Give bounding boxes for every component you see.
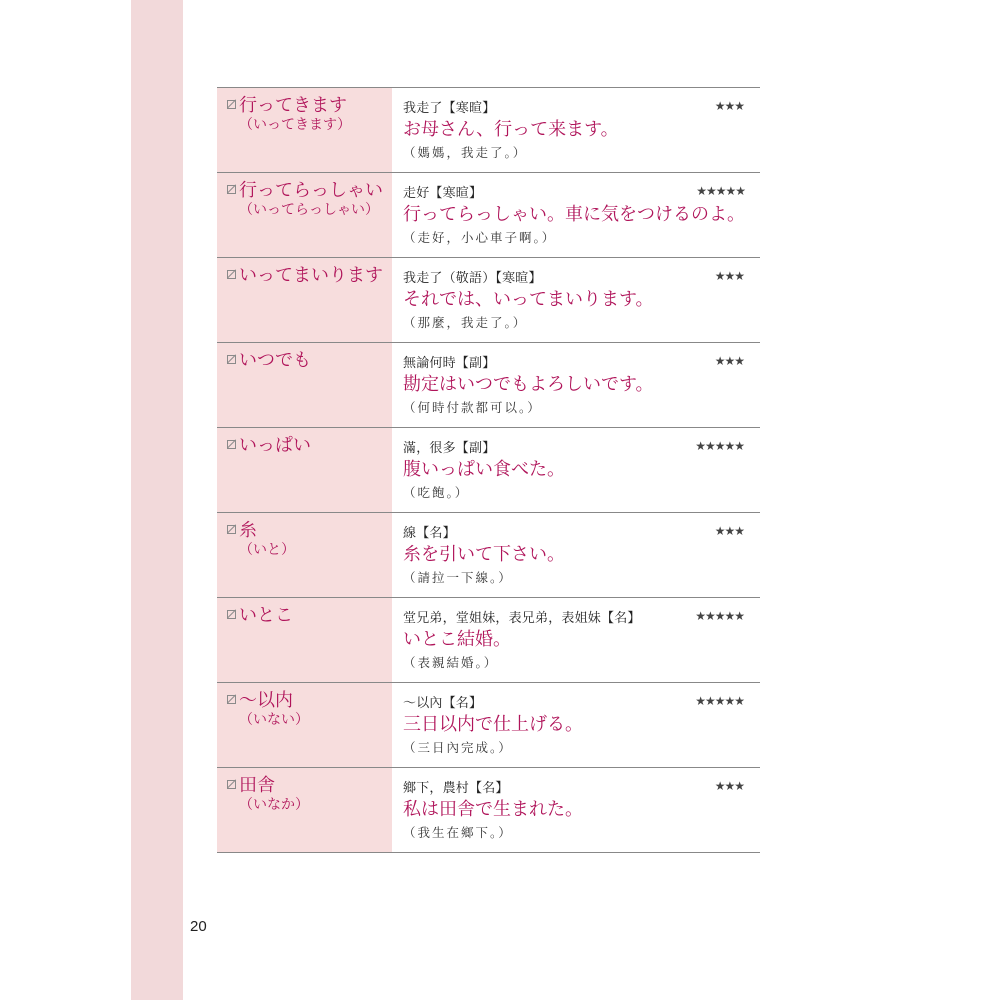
star-rating: ★★★ (714, 779, 744, 793)
vocab-word: いつでも (239, 350, 311, 371)
vocab-meaning: 鄉下，農村【名】 (403, 780, 509, 796)
example-translation: （走好，小心車子啊。） (403, 230, 557, 245)
example-translation: （媽媽，我走了。） (403, 145, 528, 160)
table-row (217, 768, 760, 853)
vocab-meaning: 堂兄弟，堂姐妹，表兄弟，表姐妹【名】 (403, 610, 641, 626)
meaning-line (403, 607, 744, 625)
checkbox-icon[interactable] (227, 100, 236, 109)
word-line (227, 776, 392, 796)
detail-cell (392, 513, 760, 597)
vocab-word: いとこ (239, 605, 293, 626)
vocab-word: 行ってらっしゃい (239, 180, 383, 201)
example-sentence: 糸を引いて下さい。 (403, 544, 565, 565)
table-row (217, 428, 760, 513)
vocab-meaning: 滿，很多【副】 (403, 440, 496, 456)
star-rating: ★★★ (714, 524, 744, 538)
vocab-reading: （いってきます） (239, 117, 351, 133)
meaning-line (403, 97, 744, 115)
word-cell (217, 88, 392, 172)
meaning-line (403, 522, 744, 540)
word-cell (217, 513, 392, 597)
checkbox-icon[interactable] (227, 185, 236, 194)
detail-cell (392, 428, 760, 512)
word-line (227, 436, 392, 456)
vocab-word: いっぱい (239, 435, 311, 456)
example-sentence: それでは、いってまいります。 (403, 289, 654, 310)
detail-cell (392, 88, 760, 172)
word-line (227, 691, 392, 711)
checkbox-icon[interactable] (227, 525, 236, 534)
vocab-meaning: 我走了【寒暄】 (403, 100, 496, 116)
detail-cell (392, 258, 760, 342)
word-cell (217, 428, 392, 512)
vocab-word: 〜以内 (239, 690, 293, 711)
checkbox-icon[interactable] (227, 610, 236, 619)
word-cell (217, 258, 392, 342)
meaning-line (403, 437, 744, 455)
vocab-meaning: 走好【寒暄】 (403, 185, 483, 201)
checkbox-icon[interactable] (227, 440, 236, 449)
page-number: 20 (190, 918, 207, 935)
star-rating: ★★★ (714, 269, 744, 283)
table-row (217, 343, 760, 428)
detail-cell (392, 598, 760, 682)
example-translation: （三日內完成。） (403, 740, 513, 755)
example-translation: （那麼，我走了。） (403, 315, 528, 330)
example-sentence: お母さん、行って来ます。 (403, 119, 619, 140)
meaning-line (403, 267, 744, 285)
example-translation: （我生在鄉下。） (403, 825, 513, 840)
table-row (217, 598, 760, 683)
word-cell (217, 683, 392, 767)
meaning-line (403, 692, 744, 710)
star-rating: ★★★★★ (695, 609, 744, 623)
word-line (227, 351, 392, 371)
vocabulary-table (217, 87, 760, 853)
word-line (227, 521, 392, 541)
vocab-meaning: 無論何時【副】 (403, 355, 496, 371)
star-rating: ★★★★★ (696, 184, 745, 198)
vocab-meaning: 〜以內【名】 (403, 695, 483, 711)
vocab-word: 田舎 (239, 775, 275, 796)
word-line (227, 606, 392, 626)
meaning-line (403, 182, 745, 200)
example-sentence: 私は田舎で生まれた。 (403, 799, 583, 820)
detail-cell (392, 768, 760, 852)
checkbox-icon[interactable] (227, 695, 236, 704)
star-rating: ★★★ (714, 99, 744, 113)
vocab-reading: （いってらっしゃい） (239, 202, 379, 218)
example-sentence: 腹いっぱい食べた。 (403, 459, 565, 480)
example-translation: （吃飽。） (403, 485, 470, 500)
word-cell (217, 343, 392, 427)
meaning-line (403, 777, 744, 795)
word-cell (217, 173, 392, 257)
detail-cell (392, 173, 761, 257)
table-row (217, 513, 760, 598)
table-row (217, 88, 760, 173)
vocab-reading: （いなか） (239, 797, 309, 813)
vocab-word: 糸 (239, 520, 257, 541)
meaning-line (403, 352, 744, 370)
checkbox-icon[interactable] (227, 780, 236, 789)
checkbox-icon[interactable] (227, 270, 236, 279)
example-sentence: 行ってらっしゃい。車に気をつけるのよ。 (403, 204, 745, 225)
example-sentence: 勘定はいつでもよろしいです。 (403, 374, 654, 395)
page-margin-band (131, 0, 183, 1000)
vocab-meaning: 線【名】 (403, 525, 456, 541)
word-cell (217, 768, 392, 852)
example-translation: （何時付款都可以。） (403, 400, 542, 415)
vocab-reading: （いない） (239, 712, 309, 728)
word-cell (217, 598, 392, 682)
checkbox-icon[interactable] (227, 355, 236, 364)
star-rating: ★★★★★ (695, 439, 744, 453)
vocab-word: いってまいります (239, 265, 383, 286)
table-row (217, 683, 760, 768)
detail-cell (392, 683, 760, 767)
word-line (227, 181, 392, 201)
star-rating: ★★★ (714, 354, 744, 368)
star-rating: ★★★★★ (695, 694, 744, 708)
example-translation: （請拉一下線。） (403, 570, 513, 585)
vocab-word: 行ってきます (239, 95, 347, 116)
vocab-meaning: 我走了（敬語）【寒暄】 (403, 270, 542, 286)
example-translation: （表親結婚。） (403, 655, 499, 670)
example-sentence: いとこ結婚。 (403, 629, 511, 650)
word-line (227, 266, 392, 286)
example-sentence: 三日以内で仕上げる。 (403, 714, 583, 735)
table-row (217, 173, 760, 258)
vocab-reading: （いと） (239, 542, 295, 558)
word-line (227, 96, 392, 116)
detail-cell (392, 343, 760, 427)
table-row (217, 258, 760, 343)
